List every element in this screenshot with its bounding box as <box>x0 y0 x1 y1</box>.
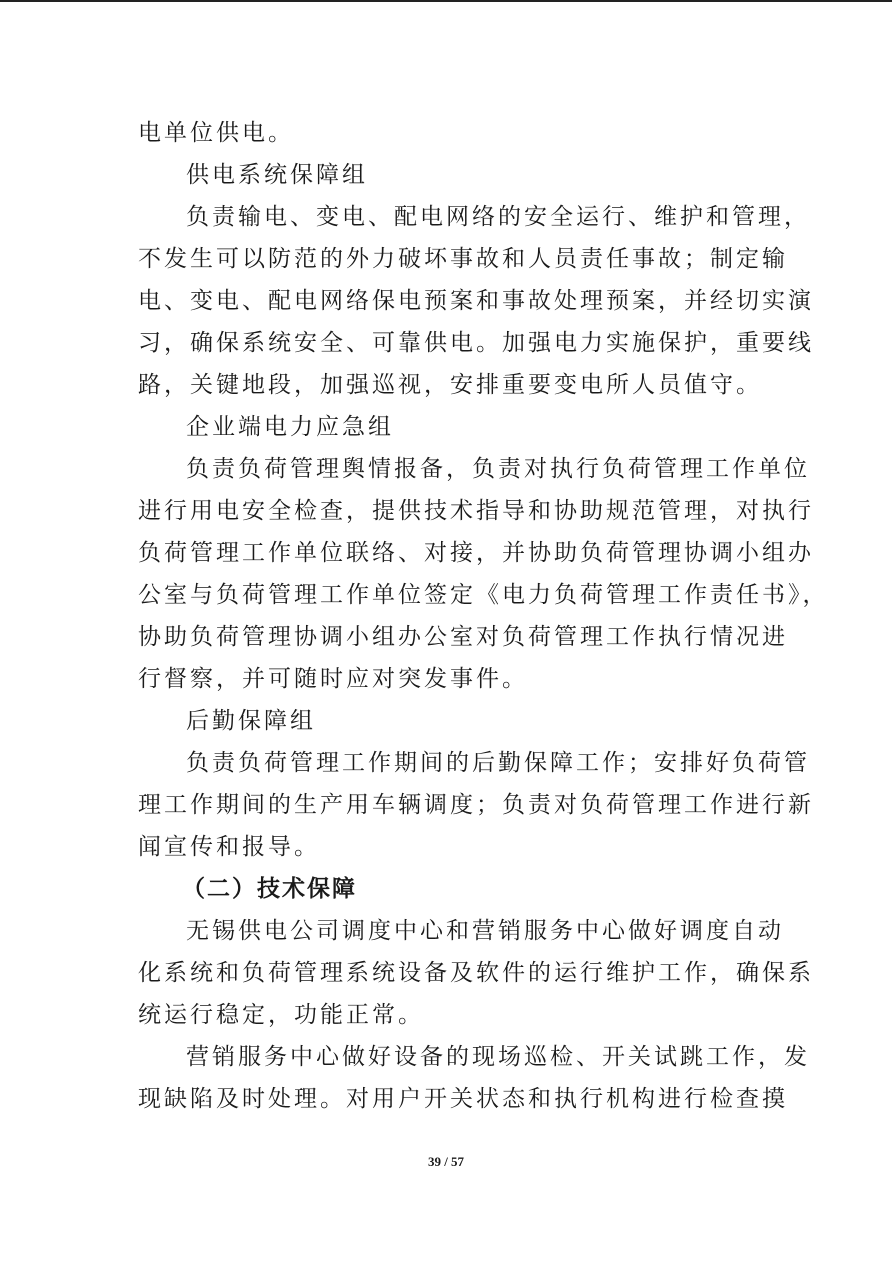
subsection-heading: （二）技术保障 <box>182 875 357 902</box>
text-line: 负荷管理工作单位联络、对接，并协助负荷管理协调小组办 <box>138 540 814 566</box>
text-line: 理工作期间的生产用车辆调度；负责对负荷管理工作进行新 <box>138 792 814 818</box>
text-line: 电单位供电。 <box>138 120 294 146</box>
text-line: 营销服务中心做好设备的现场巡检、开关试跳工作，发 <box>186 1044 810 1070</box>
text-line: 闻宣传和报导。 <box>138 834 320 860</box>
text-line: 电、变电、配电网络保电预案和事故处理预案，并经切实演 <box>138 288 814 314</box>
text-line: 现缺陷及时处理。对用户开关状态和执行机构进行检查摸 <box>138 1086 788 1112</box>
text-line: 路，关键地段，加强巡视，安排重要变电所人员值守。 <box>138 372 762 398</box>
text-line: 不发生可以防范的外力破坏事故和人员责任事故；制定输 <box>138 246 788 272</box>
page-number: 39 / 57 <box>427 1154 465 1169</box>
text-line: 负责负荷管理舆情报备，负责对执行负荷管理工作单位 <box>186 456 810 482</box>
text-line: 统运行稳定，功能正常。 <box>138 1002 424 1028</box>
text-line: 公室与负荷管理工作单位签定《电力负荷管理工作责任书》， <box>138 582 829 608</box>
text-line: 负责输电、变电、配电网络的安全运行、维护和管理， <box>186 204 810 230</box>
text-line: 行督察，并可随时应对突发事件。 <box>138 666 528 692</box>
text-line: 无锡供电公司调度中心和营销服务中心做好调度自动 <box>186 918 784 944</box>
text-line: 负责负荷管理工作期间的后勤保障工作；安排好负荷管 <box>186 750 810 776</box>
text-line: 化系统和负荷管理系统设备及软件的运行维护工作，确保系 <box>138 960 814 986</box>
section-heading: 企业端电力应急组 <box>186 414 394 440</box>
top-border <box>0 0 892 2</box>
text-line: 进行用电安全检查，提供技术指导和协助规范管理，对执行 <box>138 498 814 524</box>
section-heading: 后勤保障组 <box>186 708 316 734</box>
document-body <box>138 112 829 1120</box>
text-line: 习，确保系统安全、可靠供电。加强电力实施保护，重要线 <box>138 330 814 356</box>
section-heading: 供电系统保障组 <box>186 162 368 188</box>
text-line: 协助负荷管理协调小组办公室对负荷管理工作执行情况进 <box>138 624 788 650</box>
